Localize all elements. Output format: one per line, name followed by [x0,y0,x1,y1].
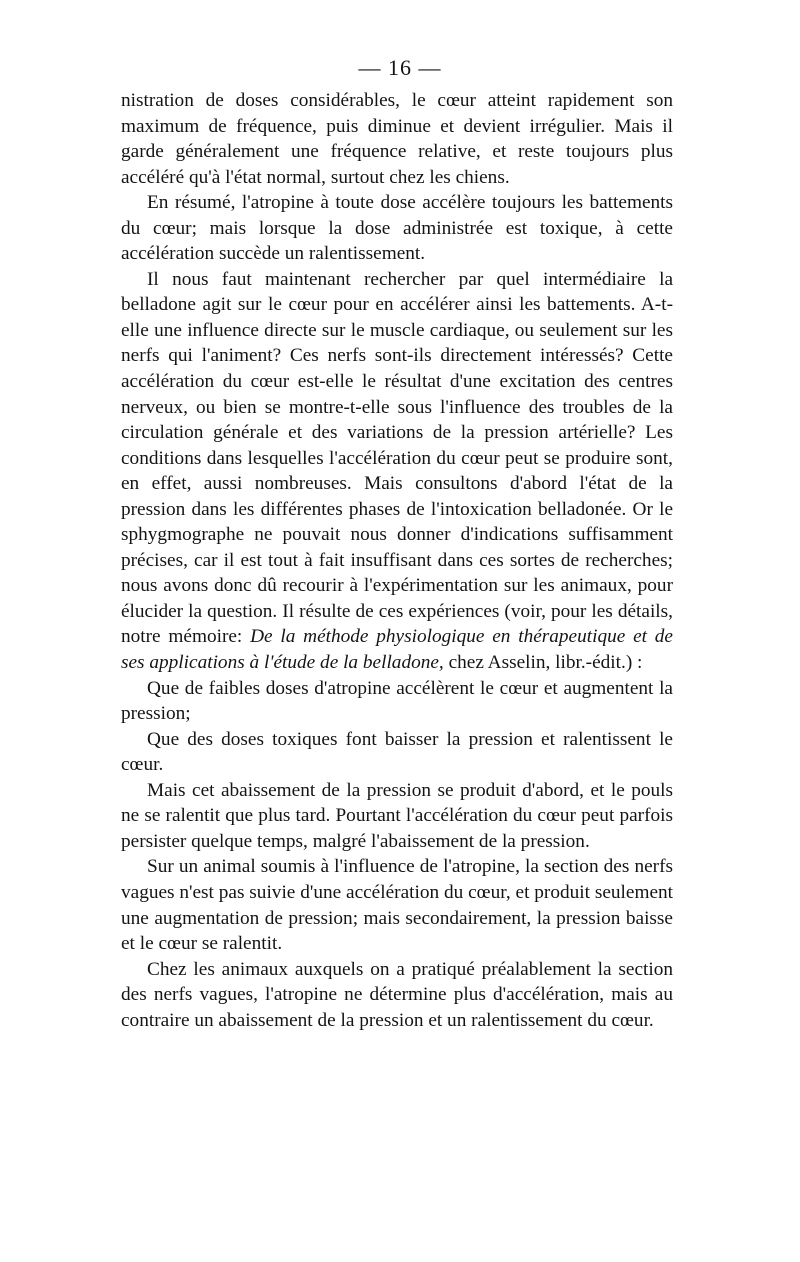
page-number: — 16 — [358,55,442,80]
body-text [121,88,673,1033]
paragraph-vagus-section: Sur un animal soumis à l'influence de l'atropine, la section des nerfs vagues n'est pas suivie d'une accélération du cœur, et produit seulement une augmentation de pression; mais secondairement, la pression baisse et le cœur se ralentit. [121,856,673,955]
paragraph-pressure-drop: Mais cet abaissement de la pression se produit d'abord, et le pouls ne se ralentit que plus tard. Pourtant l'accélération du cœur peut parfois persister quelque temps, malgré l'abaissement de la pression. [121,779,673,852]
publisher-reference: chez Asselin, libr.-édit.) : [448,652,643,674]
memoir-title: De la méthode physiologique en thérapeutique et de ses applications à l'étude de la belladone, [121,626,673,674]
finding-toxic-doses: Que des doses toxiques font baisser la pression et ralentissent le cœur. [121,728,673,776]
paragraph-summary: En résumé, l'atropine à toute dose accélère toujours les battements du cœur; mais lorsque la dose administrée est toxique, à cette accélération succède un ralentissement. [121,192,673,265]
paragraph-intermediary-question [121,267,673,676]
paragraph-continuation: nistration de doses considérables, le cœur atteint rapidement son maximum de fréquence, puis diminue et devient irrégulier. Mais il garde généralement une fréquence relative, et reste toujours plus accéléré qu'à l'état normal, surtout chez les chiens. [121,90,673,188]
finding-weak-doses: Que de faibles doses d'atropine accélèrent le cœur et augmentent la pression; [121,677,673,725]
paragraph-main-text: Il nous faut maintenant rechercher par quel intermédiaire la belladone agit sur le cœur pour en accélérer ainsi les battements. A-t-elle une influence directe sur le muscle cardiaque, ou seulement sur les nerfs qui l'animent? Ces nerfs sont-ils directement intéressés? Cette accélération du cœur est-elle le résultat d'une excitation des centres nerveux, ou bien se montre-t-elle sous l'influence des troubles de la circulation générale et des variations de la pression artérielle? Les conditions dans lesquelles l'accélération du cœur peut se produire sont, en effet, aussi nombreuses. Mais consultons d'abord l'état de la pression dans les différentes phases de l'intoxication belladonée. Or le sphygmographe ne pouvait nous donner d'indications suffisamment précises, car il est tout à fait insuffisant dans ces sortes de recherches; nous avons donc dû recourir à l'expérimentation sur les animaux, pour élucider la question. Il résulte de ces expériences (voir, pour les détails, notre mémoire: [121,268,673,648]
paragraph-prior-section: Chez les animaux auxquels on a pratiqué préalablement la section des nerfs vagues, l'atropine ne détermine plus d'accélération, mais au contraire un abaissement de la pression et un ralentissement du cœur. [121,958,673,1031]
